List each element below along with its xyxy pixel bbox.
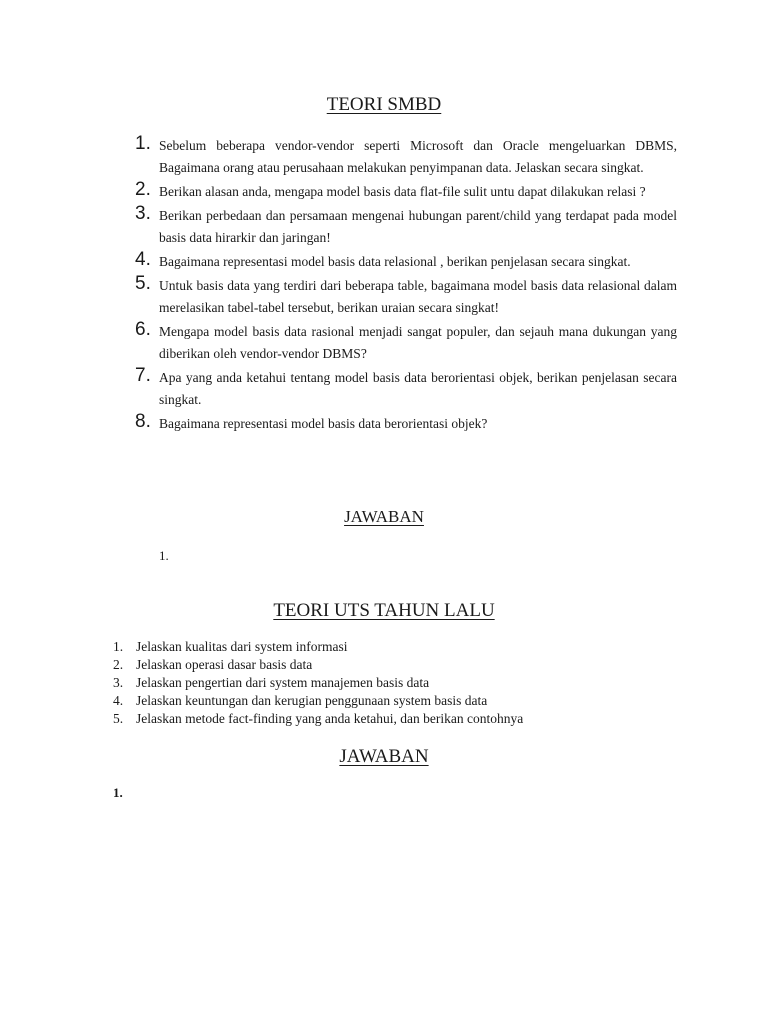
answer-number-1: 1.	[159, 548, 169, 563]
question-number: 4.	[135, 249, 151, 270]
question-number: 1.	[135, 133, 151, 154]
section-title-teori-uts: TEORI UTS TAHUN LALU	[273, 600, 495, 621]
question-number: 2.	[135, 179, 151, 200]
uts-question-text: Jelaskan kualitas dari system informasi	[136, 639, 348, 654]
uts-question-number: 5.	[113, 711, 124, 726]
question-item	[0, 319, 768, 365]
question-text: Sebelum beberapa vendor-vendor seperti Microsoft dan Oracle mengeluarkan DBMS, Bagaimana orang atau perusahaan melakukan penyimpanan data. Jelaskan secara singkat.	[159, 138, 677, 175]
question-item	[0, 203, 768, 249]
uts-question-text: Jelaskan pengertian dari system manajemen basis data	[136, 675, 430, 690]
uts-question-number: 3.	[113, 675, 124, 690]
uts-question-item	[0, 692, 768, 710]
uts-question-text: Jelaskan metode fact-finding yang anda ketahui, dan berikan contohnya	[136, 711, 524, 726]
uts-question-number: 4.	[113, 693, 124, 708]
question-item	[0, 365, 768, 411]
uts-question-number: 1.	[113, 639, 124, 654]
question-number: 6.	[135, 319, 151, 340]
question-text: Berikan perbedaan dan persamaan mengenai hubungan parent/child yang terdapat pada model basis data hirarkir dan jaringan!	[159, 208, 677, 245]
uts-question-text: Jelaskan keuntungan dan kerugian penggunaan system basis data	[136, 693, 488, 708]
question-item	[0, 411, 768, 435]
answer-number-2: 1.	[113, 785, 123, 800]
uts-question-item	[0, 710, 768, 728]
uts-question-text: Jelaskan operasi dasar basis data	[136, 657, 313, 672]
section-title-jawaban-1: JAWABAN	[344, 507, 424, 526]
question-item	[0, 249, 768, 273]
question-text: Bagaimana representasi model basis data relasional , berikan penjelasan secara singkat.	[159, 254, 631, 269]
question-item	[0, 273, 768, 319]
question-number: 7.	[135, 365, 151, 386]
question-item	[0, 179, 768, 203]
uts-question-item	[0, 656, 768, 674]
uts-question-item	[0, 638, 768, 656]
question-text: Apa yang anda ketahui tentang model basis data berorientasi objek, berikan penjelasan secara singkat.	[159, 370, 677, 407]
question-item	[0, 133, 768, 179]
question-number: 3.	[135, 203, 151, 224]
question-text: Bagaimana representasi model basis data berorientasi objek?	[159, 416, 488, 431]
section-title-teori-smbd: TEORI SMBD	[326, 94, 442, 115]
question-text: Untuk basis data yang terdiri dari beberapa table, bagaimana model basis data relasional dalam merelasikan tabel-tabel tersebut, berikan uraian secara singkat!	[159, 278, 677, 315]
smbd-question-list	[0, 133, 768, 435]
question-text: Berikan alasan anda, mengapa model basis data flat-file sulit untu dapat dilakukan relasi ?	[159, 184, 646, 199]
section-title-jawaban-2: JAWABAN	[339, 746, 429, 767]
question-number: 8.	[135, 411, 151, 432]
uts-question-item	[0, 674, 768, 692]
uts-question-number: 2.	[113, 657, 124, 672]
question-number: 5.	[135, 273, 151, 294]
uts-question-list	[0, 638, 768, 728]
question-text: Mengapa model basis data rasional menjadi sangat populer, dan sejauh mana dukungan yang diberikan oleh vendor-vendor DBMS?	[159, 324, 677, 361]
